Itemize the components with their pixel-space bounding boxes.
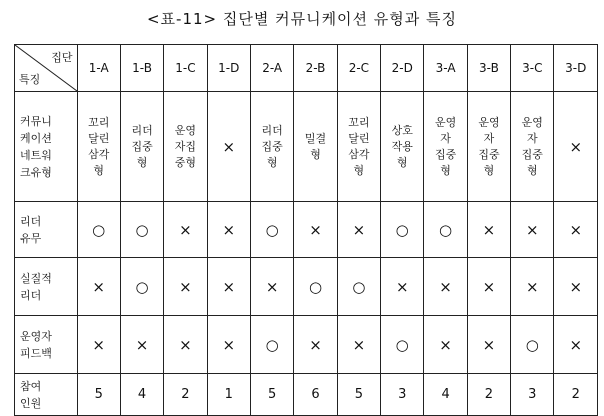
table-row [15, 374, 598, 416]
mark-symbol: × [222, 335, 236, 354]
cell-text-line: 운영 [174, 123, 197, 137]
table-cell [337, 202, 380, 258]
mark-symbol: × [222, 277, 236, 296]
table-title: <표-11> 집단별 커뮤니케이션 유형과 특징 [146, 10, 458, 28]
col-header: 1-A [77, 45, 120, 92]
participant-count: 2 [571, 387, 580, 402]
table-cell [511, 202, 554, 258]
table-cell [381, 258, 424, 316]
mark-symbol: × [526, 277, 539, 296]
table-cell [381, 374, 424, 416]
cell-text-line: 자 [526, 131, 538, 145]
table-cell [554, 316, 598, 374]
col-header: 3-B [467, 45, 510, 92]
row-label [15, 374, 78, 416]
table-body [15, 92, 598, 416]
col-header: 2-A [250, 45, 293, 92]
corner-cell [15, 45, 78, 92]
mark-symbol: ○ [135, 220, 149, 239]
cell-text-line: 형 [396, 155, 408, 169]
corner-top-label: 집단 [51, 51, 73, 64]
table-cell [77, 92, 120, 202]
row-label-line: 인원 [20, 396, 42, 410]
table-cell [164, 202, 207, 258]
participant-count: 4 [441, 387, 450, 402]
mark-symbol: ○ [525, 335, 539, 354]
table-cell [120, 374, 163, 416]
table-cell [77, 202, 120, 258]
col-header: 3-C [511, 45, 554, 92]
col-header: 3-D [554, 45, 598, 92]
table-cell [250, 316, 293, 374]
mark-symbol: × [179, 335, 192, 354]
mark-symbol: × [526, 220, 539, 239]
corner-bottom-label: 특징 [19, 73, 41, 86]
table-cell [424, 374, 467, 416]
mark-symbol: × [265, 277, 279, 296]
table-cell [511, 316, 554, 374]
table-cell [511, 258, 554, 316]
table-cell [207, 202, 250, 258]
cell-text-line: 운영 [521, 115, 543, 129]
cell-text-line: 작용 [391, 139, 413, 153]
row-label-line: 운영자 [20, 329, 52, 343]
mark-symbol: × [569, 277, 583, 296]
mark-symbol: ○ [395, 220, 409, 239]
row-label-line: 피드백 [20, 346, 52, 360]
row-label-line: 네트워 [20, 148, 52, 162]
table-cell [381, 92, 424, 202]
cell-text-line: 집중 [521, 147, 543, 161]
cell-text-line: 자집 [174, 139, 197, 153]
col-header: 1-C [164, 45, 207, 92]
table-cell [554, 374, 598, 416]
mark-symbol: × [92, 277, 105, 296]
row-label-line: 커뮤니 [20, 114, 52, 128]
table-cell [294, 92, 337, 202]
row-label [15, 316, 78, 374]
cell-text-line: 형 [266, 155, 278, 169]
table-cell [424, 92, 467, 202]
table-cell [207, 374, 250, 416]
mark-symbol: × [569, 335, 583, 354]
table-cell [554, 258, 598, 316]
cell-text-line: 운영 [478, 115, 500, 129]
mark-symbol: × [92, 335, 105, 354]
table-row [15, 92, 598, 202]
table-cell [77, 316, 120, 374]
mark-symbol: ○ [439, 220, 453, 239]
mark-symbol: ○ [308, 277, 323, 296]
mark-symbol: × [179, 220, 192, 239]
table-cell [120, 258, 163, 316]
col-header: 3-A [424, 45, 467, 92]
cell-text-line: 형 [440, 163, 451, 177]
cell-text-line: 형 [136, 155, 148, 169]
mark-symbol: × [179, 277, 192, 296]
row-label-line: 리더 [20, 214, 42, 228]
mark-symbol: ○ [135, 277, 149, 296]
cell-text-line: × [569, 137, 583, 156]
col-header: 1-B [120, 45, 163, 92]
table-cell [511, 92, 554, 202]
table-cell [120, 202, 163, 258]
participant-count: 4 [137, 387, 147, 402]
participant-count: 3 [528, 387, 537, 402]
row-label-line: 유무 [20, 231, 42, 245]
participant-count: 2 [484, 387, 494, 402]
mark-symbol: × [309, 220, 322, 239]
mark-symbol: ○ [352, 277, 366, 296]
participant-count: 1 [224, 387, 233, 402]
cell-text-line: 집중 [261, 139, 283, 153]
participant-count: 6 [311, 387, 320, 402]
table-cell [424, 316, 467, 374]
mark-symbol: × [135, 335, 149, 354]
mark-symbol: × [439, 335, 452, 354]
table-cell [337, 92, 380, 202]
mark-symbol: ○ [265, 220, 279, 239]
row-label [15, 258, 78, 316]
mark-symbol: × [482, 335, 496, 354]
mark-symbol: × [395, 277, 409, 296]
participant-count: 3 [398, 387, 407, 402]
table-cell [294, 316, 337, 374]
cell-text-line: 꼬리 [348, 115, 370, 129]
mark-symbol: × [482, 277, 496, 296]
cell-text-line: × [222, 137, 236, 156]
table-cell [554, 202, 598, 258]
cell-text-line: 달린 [348, 131, 370, 145]
table-cell [511, 374, 554, 416]
table-cell [424, 258, 467, 316]
cell-text-line: 꼬리 [88, 115, 110, 129]
table-cell [337, 316, 380, 374]
header-row [15, 45, 598, 92]
table-cell [467, 92, 510, 202]
cell-text-line: 형 [310, 147, 321, 161]
table-cell [250, 258, 293, 316]
mark-symbol: × [352, 335, 366, 354]
table-row [15, 316, 598, 374]
mark-symbol: × [309, 335, 322, 354]
table-cell [207, 258, 250, 316]
participant-count: 5 [94, 387, 103, 402]
mark-symbol: × [482, 220, 496, 239]
cell-text-line: 중형 [174, 155, 197, 169]
row-label-line: 참여 [20, 379, 42, 393]
table-cell [337, 374, 380, 416]
cell-text-line: 형 [483, 163, 495, 177]
mark-symbol: × [222, 220, 236, 239]
table-cell [77, 258, 120, 316]
cell-text-line: 운영 [434, 115, 457, 129]
communication-table [14, 44, 598, 416]
table-cell [120, 316, 163, 374]
cell-text-line: 형 [526, 163, 538, 177]
cell-text-line: 리더 [131, 123, 153, 137]
cell-text-line: 형 [353, 163, 365, 177]
table-cell [467, 258, 510, 316]
mark-symbol: ○ [92, 220, 106, 239]
table-cell [250, 92, 293, 202]
cell-text-line: 삼각 [88, 147, 110, 161]
table-cell [467, 316, 510, 374]
table-cell [294, 202, 337, 258]
table-cell [554, 92, 598, 202]
cell-text-line: 삼각 [348, 147, 370, 161]
row-label-line: 실질적 [20, 271, 52, 285]
col-header: 2-D [381, 45, 424, 92]
mark-symbol: ○ [265, 335, 279, 354]
table-cell [294, 374, 337, 416]
table-cell [381, 202, 424, 258]
row-label-line: 리더 [20, 288, 42, 302]
table-cell [164, 374, 207, 416]
table-cell [120, 92, 163, 202]
participant-count: 5 [354, 387, 363, 402]
table-row [15, 202, 598, 258]
table-cell [337, 258, 380, 316]
table-cell [164, 316, 207, 374]
table-cell [381, 316, 424, 374]
col-header: 2-C [337, 45, 380, 92]
row-label-line: 케이션 [20, 131, 52, 145]
cell-text-line: 집중 [434, 147, 457, 161]
table-cell [164, 258, 207, 316]
mark-symbol: × [352, 220, 366, 239]
cell-text-line: 집중 [478, 147, 500, 161]
participant-count: 5 [268, 387, 277, 402]
col-header: 2-B [294, 45, 337, 92]
row-label [15, 92, 78, 202]
table-cell [77, 374, 120, 416]
table-cell [207, 316, 250, 374]
mark-symbol: × [439, 277, 452, 296]
cell-text-line: 형 [93, 163, 105, 177]
table-cell [467, 374, 510, 416]
row-label [15, 202, 78, 258]
cell-text-line: 달린 [88, 131, 110, 145]
mark-symbol: ○ [395, 335, 409, 354]
table-cell [250, 202, 293, 258]
participant-count: 2 [181, 387, 190, 402]
table-cell [207, 92, 250, 202]
cell-text-line: 집중 [131, 139, 153, 153]
table-row [15, 258, 598, 316]
cell-text-line: 자 [483, 131, 495, 145]
row-label-line: 크유형 [20, 165, 52, 179]
cell-text-line: 리더 [261, 123, 283, 137]
table-cell [467, 202, 510, 258]
mark-symbol: × [569, 220, 583, 239]
col-header: 1-D [207, 45, 250, 92]
table-cell [250, 374, 293, 416]
cell-text-line: 상호 [391, 123, 413, 137]
table-cell [294, 258, 337, 316]
table-cell [164, 92, 207, 202]
table-cell [424, 202, 467, 258]
cell-text-line: 자 [440, 131, 451, 145]
cell-text-line: 밀결 [304, 131, 327, 145]
